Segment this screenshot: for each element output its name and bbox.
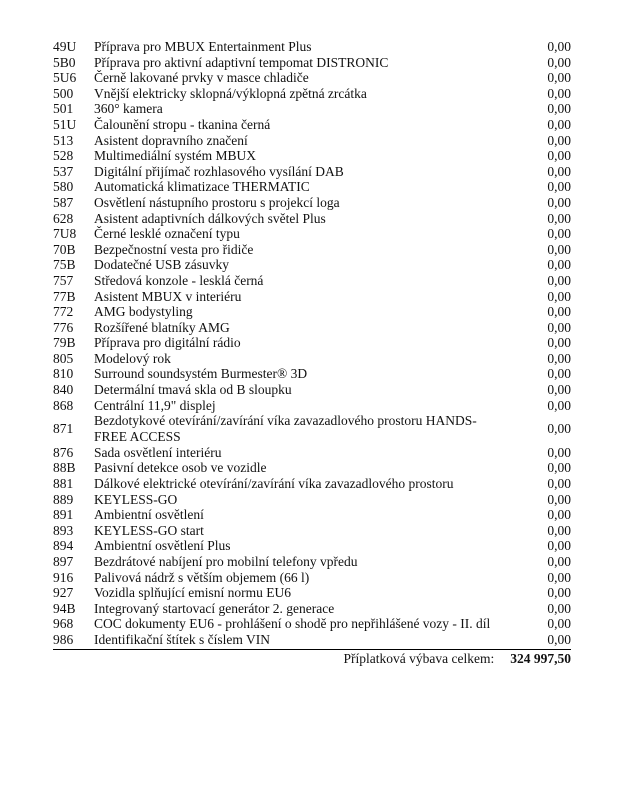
item-price: 0,00 xyxy=(547,397,571,413)
table-row xyxy=(53,445,571,461)
item-code: 5B0 xyxy=(53,54,76,70)
table-row xyxy=(53,507,571,523)
item-price: 0,00 xyxy=(547,116,571,132)
item-description: Determální tmavá skla od B sloupku xyxy=(94,382,292,398)
table-row xyxy=(53,211,571,227)
item-price: 0,00 xyxy=(547,304,571,320)
item-description: Osvětlení nástupního prostoru s projekcí loga xyxy=(94,194,340,210)
item-description: Středová konzole - lesklá černá xyxy=(94,272,264,288)
item-code: 805 xyxy=(53,350,74,366)
item-description: Bezpečnostní vesta pro řidiče xyxy=(94,241,254,257)
item-description: Bezdotykové otevírání/zavírání víka zavazadlového prostoru HANDS-FREE ACCESS xyxy=(94,413,477,445)
table-row xyxy=(53,55,571,71)
item-price: 0,00 xyxy=(547,39,571,54)
table-row xyxy=(53,366,571,382)
table-row xyxy=(53,70,571,86)
item-code: 868 xyxy=(53,397,74,413)
item-price: 0,00 xyxy=(547,600,571,616)
item-code: 891 xyxy=(53,507,74,523)
item-description: Černé lesklé označení typu xyxy=(94,226,240,242)
table-row xyxy=(53,585,571,601)
item-price: 0,00 xyxy=(547,70,571,86)
table-row xyxy=(53,164,571,180)
table-row xyxy=(53,148,571,164)
table-row xyxy=(53,413,571,445)
item-description: Asistent MBUX v interiéru xyxy=(94,288,242,304)
item-description: Automatická klimatizace THERMATIC xyxy=(94,179,310,195)
item-code: 528 xyxy=(53,148,74,164)
table-row xyxy=(53,86,571,102)
table-row xyxy=(53,117,571,133)
table-row xyxy=(53,195,571,211)
item-price: 0,00 xyxy=(547,148,571,164)
item-description: Ambientní osvětlení Plus xyxy=(94,538,231,554)
item-code: 501 xyxy=(53,101,74,117)
table-row xyxy=(53,460,571,476)
item-description: Příprava pro MBUX Entertainment Plus xyxy=(94,39,312,54)
item-price: 0,00 xyxy=(547,163,571,179)
item-description: AMG bodystyling xyxy=(94,304,193,320)
item-price: 0,00 xyxy=(547,257,571,273)
item-code: 587 xyxy=(53,194,74,210)
total-value: 324 997,50 xyxy=(510,650,571,666)
item-code: 889 xyxy=(53,491,74,507)
item-description: Příprava pro digitální rádio xyxy=(94,335,241,351)
item-code: 968 xyxy=(53,616,74,632)
item-price: 0,00 xyxy=(547,522,571,538)
item-price: 0,00 xyxy=(547,616,571,632)
item-price: 0,00 xyxy=(547,194,571,210)
table-row xyxy=(53,226,571,242)
item-description: Integrovaný startovací generátor 2. generace xyxy=(94,600,335,616)
table-row xyxy=(53,242,571,258)
item-code: 871 xyxy=(53,421,74,437)
item-price: 0,00 xyxy=(547,272,571,288)
item-code: 810 xyxy=(53,366,74,382)
item-code: 513 xyxy=(53,132,74,148)
table-row xyxy=(53,179,571,195)
table-row xyxy=(53,273,571,289)
item-code: 51U xyxy=(53,116,77,132)
item-description: Bezdrátové nabíjení pro mobilní telefony vpředu xyxy=(94,554,358,569)
table-row xyxy=(53,554,571,570)
item-code: 897 xyxy=(53,554,74,569)
item-price: 0,00 xyxy=(547,241,571,257)
table-row xyxy=(53,39,571,55)
table-row xyxy=(53,492,571,508)
item-code: 70B xyxy=(53,241,76,257)
item-description: Asistent adaptivních dálkových světel Plus xyxy=(94,210,326,226)
item-code: 94B xyxy=(53,600,76,616)
table-row xyxy=(53,351,571,367)
item-description: Ambientní osvětlení xyxy=(94,507,204,523)
item-description: Dálkové elektrické otevírání/zavírání víka zavazadlového prostoru xyxy=(94,476,454,492)
table-row xyxy=(53,335,571,351)
table-row xyxy=(53,320,571,336)
table-row xyxy=(53,601,571,617)
item-price: 0,00 xyxy=(547,538,571,554)
table-row xyxy=(53,289,571,305)
item-price: 0,00 xyxy=(547,132,571,148)
equipment-table xyxy=(53,39,571,668)
item-description: Palivová nádrž s větším objemem (66 l) xyxy=(94,569,310,585)
item-description: Digitální přijímač rozhlasového vysílání DAB xyxy=(94,163,344,179)
item-code: 757 xyxy=(53,272,74,288)
table-row xyxy=(53,382,571,398)
item-code: 500 xyxy=(53,85,74,101)
table-row xyxy=(53,133,571,149)
item-code: 628 xyxy=(53,210,74,226)
item-code: 772 xyxy=(53,304,74,320)
item-price: 0,00 xyxy=(547,350,571,366)
item-price: 0,00 xyxy=(547,179,571,195)
table-row xyxy=(53,101,571,117)
item-code: 776 xyxy=(53,319,74,335)
total-row xyxy=(53,650,571,668)
item-description: Centrální 11,9" displej xyxy=(94,397,216,413)
item-code: 986 xyxy=(53,632,74,648)
table-row xyxy=(53,570,571,586)
table-row xyxy=(53,476,571,492)
table-row xyxy=(53,304,571,320)
table-row xyxy=(53,257,571,273)
item-price: 0,00 xyxy=(547,569,571,585)
item-code: 927 xyxy=(53,585,74,601)
item-description: KEYLESS-GO start xyxy=(94,522,204,538)
item-price: 0,00 xyxy=(547,444,571,460)
item-price: 0,00 xyxy=(547,288,571,304)
item-description: Modelový rok xyxy=(94,350,171,366)
item-description: Vozidla splňující emisní normu EU6 xyxy=(94,585,291,601)
item-description: Dodatečné USB zásuvky xyxy=(94,257,229,273)
item-description: COC dokumenty EU6 - prohlášení o shodě pro nepřihlášené vozy - II. díl xyxy=(94,616,491,632)
total-label: Příplatková výbava celkem: xyxy=(343,650,495,666)
item-description: Rozšířené blatníky AMG xyxy=(94,319,230,335)
item-price: 0,00 xyxy=(547,335,571,351)
item-code: 49U xyxy=(53,39,77,54)
item-code: 79B xyxy=(53,335,76,351)
item-price: 0,00 xyxy=(547,210,571,226)
item-price: 0,00 xyxy=(547,476,571,492)
item-description: Černě lakované prvky v masce chladiče xyxy=(94,70,309,86)
item-code: 840 xyxy=(53,382,74,398)
item-code: 894 xyxy=(53,538,74,554)
item-code: 893 xyxy=(53,522,74,538)
item-description: Čalounění stropu - tkanina černá xyxy=(94,116,271,132)
item-description: Vnější elektricky sklopná/výklopná zpětná zrcátka xyxy=(94,85,367,101)
item-price: 0,00 xyxy=(547,491,571,507)
table-row xyxy=(53,538,571,554)
item-description: Pasivní detekce osob ve vozidle xyxy=(94,460,267,476)
item-description: Asistent dopravního značení xyxy=(94,132,248,148)
item-description: Identifikační štítek s číslem VIN xyxy=(94,632,270,648)
item-description: Surround soundsystém Burmester® 3D xyxy=(94,366,308,382)
item-code: 5U6 xyxy=(53,70,77,86)
item-code: 77B xyxy=(53,288,76,304)
item-price: 0,00 xyxy=(547,507,571,523)
item-price: 0,00 xyxy=(547,632,571,648)
equipment-rows xyxy=(53,39,571,648)
item-code: 537 xyxy=(53,163,74,179)
item-price: 0,00 xyxy=(547,460,571,476)
item-code: 580 xyxy=(53,179,74,195)
table-row xyxy=(53,616,571,632)
item-price: 0,00 xyxy=(547,101,571,117)
item-code: 7U8 xyxy=(53,226,77,242)
item-price: 0,00 xyxy=(547,85,571,101)
item-description: 360° kamera xyxy=(94,101,163,117)
table-row xyxy=(53,398,571,414)
item-price: 0,00 xyxy=(547,319,571,335)
item-code: 881 xyxy=(53,476,74,492)
table-row xyxy=(53,632,571,648)
item-price: 0,00 xyxy=(547,366,571,382)
table-row xyxy=(53,523,571,539)
item-code: 876 xyxy=(53,444,74,460)
item-description: Multimediální systém MBUX xyxy=(94,148,256,164)
item-description: Příprava pro aktivní adaptivní tempomat DISTRONIC xyxy=(94,54,389,70)
item-description: Sada osvětlení interiéru xyxy=(94,444,222,460)
item-price: 0,00 xyxy=(547,421,571,437)
item-price: 0,00 xyxy=(547,54,571,70)
item-price: 0,00 xyxy=(547,585,571,601)
item-price: 0,00 xyxy=(547,382,571,398)
item-description: KEYLESS-GO xyxy=(94,491,178,507)
item-price: 0,00 xyxy=(547,554,571,569)
item-code: 916 xyxy=(53,569,74,585)
item-code: 88B xyxy=(53,460,76,476)
item-code: 75B xyxy=(53,257,76,273)
item-price: 0,00 xyxy=(547,226,571,242)
